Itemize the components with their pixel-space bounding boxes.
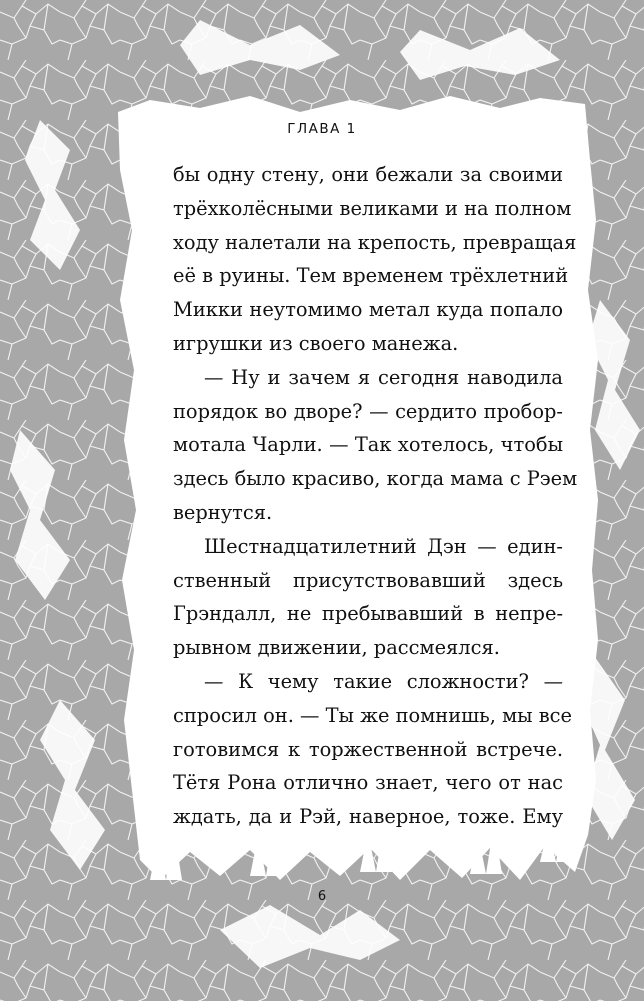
paragraph xyxy=(173,530,563,665)
text-line: бы одну стену, они бежали за своими xyxy=(173,163,563,186)
text-line: вернутся. xyxy=(173,500,273,524)
text-line: спросил он. — Ты же помнишь, мы все xyxy=(173,703,572,727)
text-line: — Ну и зачем я сегодня наводила xyxy=(204,365,563,389)
paragraph xyxy=(173,665,572,834)
text-line: порядок во дворе? — сердито пробор- xyxy=(173,399,563,423)
paragraph xyxy=(173,158,577,361)
text-line: Грэндалл, не пребывавший в непре- xyxy=(173,602,563,626)
text-line: Шестнадцатилетний Дэн — един- xyxy=(204,534,563,558)
paragraph xyxy=(173,361,578,530)
text-line: ходу налетали на крепость, превращая xyxy=(173,230,577,254)
text-line: здесь было красиво, когда мама с Рэем xyxy=(173,467,578,491)
text-line: готовимся к торжественной встрече. xyxy=(173,737,563,761)
chapter-heading: ГЛАВА 1 xyxy=(287,121,357,137)
page-number: 6 xyxy=(317,889,327,904)
text-line: рывном движении, рассмеялся. xyxy=(173,636,500,660)
text-line: Микки неутомимо метал куда попало xyxy=(173,298,563,322)
text-line: Тётя Рона отлично знает, чего от нас xyxy=(173,771,563,795)
text-line: игрушки из своего манежа. xyxy=(173,331,459,355)
text-line: — К чему такие сложности? — xyxy=(204,669,563,693)
text-line: трёхколёсными великами и на полном xyxy=(173,196,572,220)
text-line: мотала Чарли. — Так хотелось, чтобы xyxy=(173,433,563,457)
text-line: её в руины. Тем временем трёхлетний xyxy=(173,264,569,288)
body-text xyxy=(173,158,578,834)
text-line: ственный присутствовавший здесь xyxy=(173,568,563,592)
text-line: ждать, да и Рэй, наверное, тоже. Ему xyxy=(173,805,563,829)
